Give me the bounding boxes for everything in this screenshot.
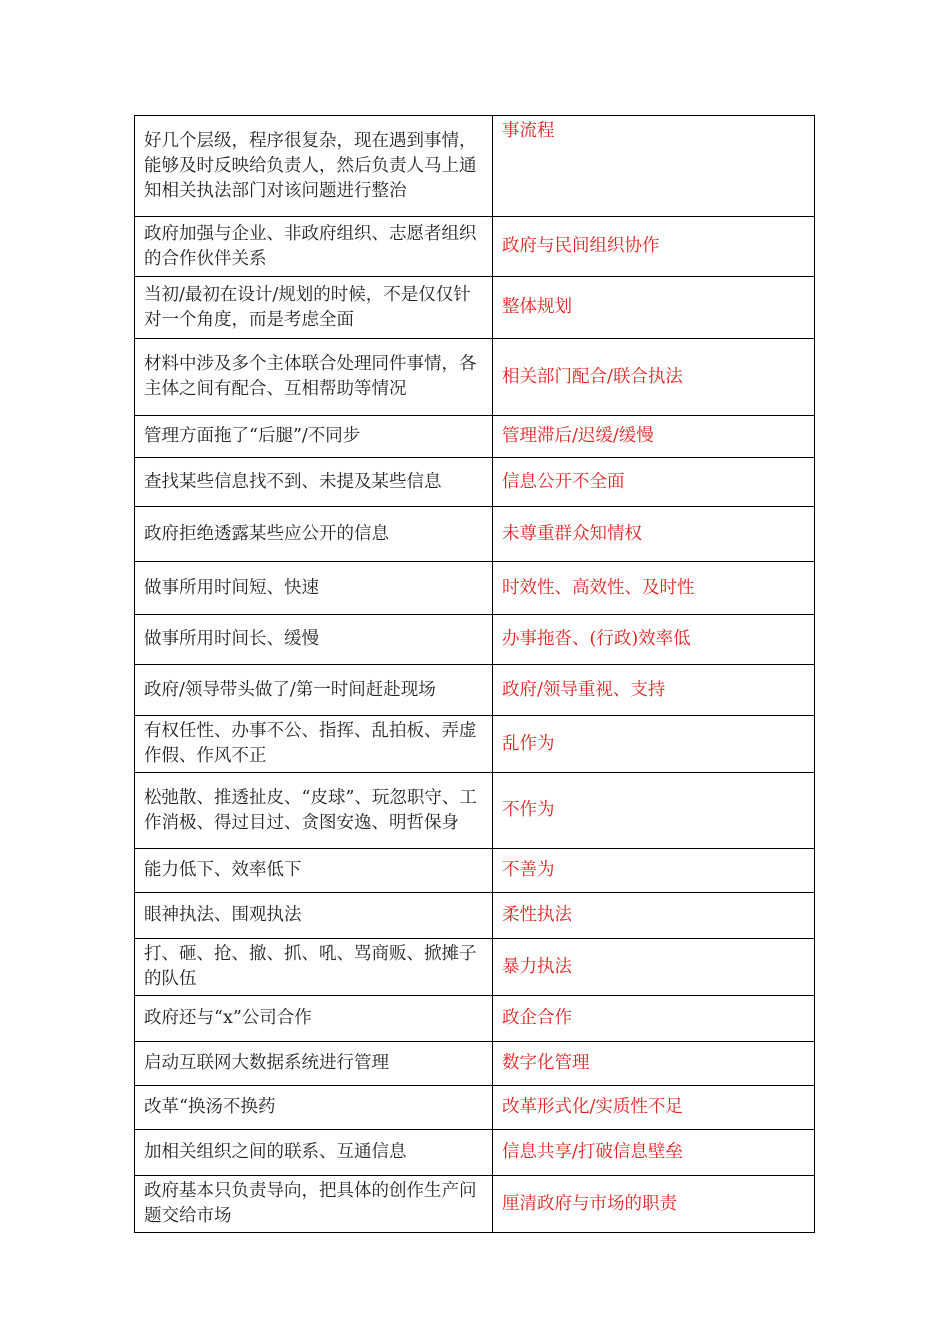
table-row (135, 217, 815, 277)
term-cell: 厘清政府与市场的职责 (493, 1176, 815, 1233)
table-row (135, 1176, 815, 1233)
term-cell: 不作为 (493, 773, 815, 849)
term-cell: 管理滞后/迟缓/缓慢 (493, 416, 815, 458)
description-cell: 政府拒绝透露某些应公开的信息 (135, 507, 493, 562)
table-row (135, 615, 815, 665)
term-cell: 信息共享/打破信息壁垒 (493, 1130, 815, 1176)
table-row (135, 1042, 815, 1086)
table-row (135, 458, 815, 507)
description-cell: 松弛散、推透扯皮、“皮球”、玩忽职守、工作消极、得过目过、贪图安逸、明哲保身 (135, 773, 493, 849)
description-cell: 做事所用时间短、快速 (135, 562, 493, 615)
term-cell: 柔性执法 (493, 893, 815, 939)
description-cell: 好几个层级，程序很复杂，现在遇到事情，能够及时反映给负责人，然后负责人马上通知相关执法部门对该问题进行整治 (135, 116, 493, 217)
term-cell: 数字化管理 (493, 1042, 815, 1086)
description-cell: 打、砸、抢、撤、抓、吼、骂商贩、掀摊子的队伍 (135, 939, 493, 996)
table-row (135, 339, 815, 416)
term-cell: 暴力执法 (493, 939, 815, 996)
mapping-table (134, 115, 815, 1233)
table-row (135, 939, 815, 996)
description-cell: 材料中涉及多个主体联合处理同件事情，各主体之间有配合、互相帮助等情况 (135, 339, 493, 416)
description-cell: 加相关组织之间的联系、互通信息 (135, 1130, 493, 1176)
description-cell: 做事所用时间长、缓慢 (135, 615, 493, 665)
description-cell: 政府还与“x”公司合作 (135, 996, 493, 1042)
table-row (135, 849, 815, 893)
description-cell: 政府加强与企业、非政府组织、志愿者组织的合作伙伴关系 (135, 217, 493, 277)
description-cell: 政府/领导带头做了/第一时间赶赴现场 (135, 665, 493, 716)
description-cell: 改革“换汤不换药 (135, 1086, 493, 1130)
term-cell: 办事拖沓、(行政)效率低 (493, 615, 815, 665)
description-cell: 当初/最初在设计/规划的时候，不是仅仅针对一个角度，而是考虑全面 (135, 277, 493, 339)
table-row (135, 1086, 815, 1130)
term-cell: 政府与民间组织协作 (493, 217, 815, 277)
term-cell: 改革形式化/实质性不足 (493, 1086, 815, 1130)
term-cell: 乱作为 (493, 716, 815, 773)
description-cell: 管理方面拖了“后腿”/不同步 (135, 416, 493, 458)
table-row (135, 416, 815, 458)
description-cell: 有权任性、办事不公、指挥、乱拍板、弄虚作假、作风不正 (135, 716, 493, 773)
term-cell: 信息公开不全面 (493, 458, 815, 507)
table-row (135, 507, 815, 562)
term-cell: 政府/领导重视、支持 (493, 665, 815, 716)
table-row (135, 1130, 815, 1176)
description-cell: 眼神执法、围观执法 (135, 893, 493, 939)
term-cell: 不善为 (493, 849, 815, 893)
description-cell: 能力低下、效率低下 (135, 849, 493, 893)
table-row (135, 665, 815, 716)
term-cell: 事流程 (493, 116, 815, 217)
table-row (135, 562, 815, 615)
term-cell: 政企合作 (493, 996, 815, 1042)
description-cell: 政府基本只负责导向，把具体的创作生产问题交给市场 (135, 1176, 493, 1233)
table-row (135, 893, 815, 939)
table-row (135, 277, 815, 339)
term-cell: 整体规划 (493, 277, 815, 339)
table-row (135, 773, 815, 849)
table-row (135, 116, 815, 217)
table-row (135, 996, 815, 1042)
description-cell: 查找某些信息找不到、未提及某些信息 (135, 458, 493, 507)
term-cell: 未尊重群众知情权 (493, 507, 815, 562)
term-cell: 时效性、高效性、及时性 (493, 562, 815, 615)
term-cell: 相关部门配合/联合执法 (493, 339, 815, 416)
table-row (135, 716, 815, 773)
description-cell: 启动互联网大数据系统进行管理 (135, 1042, 493, 1086)
